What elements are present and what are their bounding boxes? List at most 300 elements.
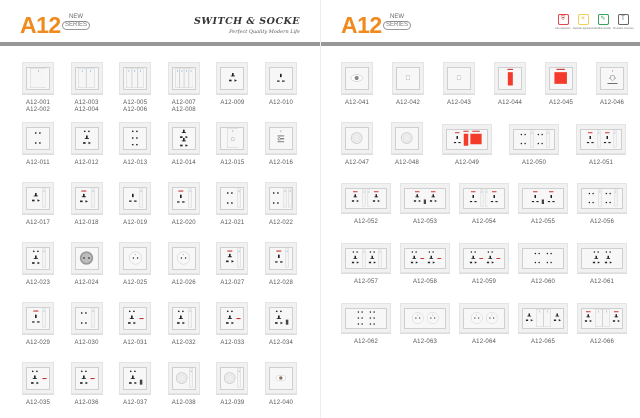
product-code [111, 160, 159, 167]
switch-plate [395, 127, 419, 150]
product-code [160, 280, 208, 287]
product-code-line: A12-064 [471, 339, 497, 345]
product-code-line: A12-032 [171, 340, 196, 346]
product-image [216, 122, 248, 154]
product-image [400, 183, 450, 213]
d4-module-icon [224, 188, 236, 208]
feature-badge [593, 14, 613, 30]
product-image [216, 302, 248, 334]
k1-module-icon [30, 68, 47, 88]
sw-module-icon [42, 248, 46, 268]
usb-module-icon [541, 189, 545, 207]
switch-plate [446, 129, 488, 150]
switch-plate [269, 187, 293, 210]
switch-plate [345, 67, 369, 90]
product-code-line: A12-019 [123, 220, 148, 226]
door-module-icon [275, 128, 287, 148]
sw-module-icon [188, 308, 192, 328]
pen-icon: ✎ [598, 14, 609, 25]
d4-module-icon [78, 308, 90, 328]
round-module-icon [426, 309, 440, 327]
product-image [459, 303, 509, 333]
u2-module-icon [350, 249, 361, 267]
product-code-line: A12-041 [344, 100, 370, 106]
brand-tagline: Perfect Quality Modern Life [229, 29, 300, 35]
sw-module-icon [283, 188, 287, 208]
switch-plate [269, 367, 293, 390]
product-code [111, 220, 159, 227]
product-code-line: A12-008 [171, 107, 196, 113]
product-code-line: A12-013 [123, 160, 148, 166]
product-code [501, 160, 567, 167]
nuk-module-icon [585, 130, 596, 148]
product-image [22, 242, 54, 274]
uni-module-icon [30, 188, 42, 208]
product-code-line: A12-063 [412, 339, 438, 345]
product-image [265, 182, 297, 214]
k2-module-icon [78, 68, 95, 88]
series-label: SERIES [383, 21, 411, 30]
neon-module-icon [236, 308, 241, 328]
round-module-icon [411, 309, 425, 327]
new-series-tag [62, 14, 90, 30]
sw-module-icon [188, 188, 192, 208]
uni-module-icon [227, 68, 239, 88]
product-code-line: A12-016 [268, 160, 294, 166]
product-image [577, 183, 627, 213]
d4-module-icon [532, 249, 543, 267]
product-code [333, 339, 399, 346]
product-image [119, 62, 151, 94]
product-code-line: A12-048 [394, 160, 420, 166]
switch-plate [345, 188, 387, 209]
product-image [443, 62, 475, 94]
nuni-module-icon [224, 248, 236, 268]
product-code [588, 100, 636, 107]
product-image [168, 62, 200, 94]
feature-label: Fire detection [555, 27, 571, 30]
product-code [257, 340, 305, 347]
product-code [160, 160, 208, 167]
switch-plate [172, 247, 196, 270]
product-image [545, 62, 577, 94]
product-code-line: A12-030 [74, 340, 99, 346]
k3-module-icon [126, 68, 144, 88]
product-image [265, 242, 297, 274]
switch-plate [123, 187, 147, 210]
sw-module-icon [598, 189, 602, 207]
product-code [510, 279, 576, 286]
product-code-line: A12-049 [454, 160, 480, 166]
switch-plate [123, 247, 147, 270]
product-code [14, 400, 62, 407]
d4-module-icon [603, 189, 614, 207]
product-image [391, 122, 423, 154]
round-module-icon [485, 309, 499, 327]
product-code-line: A12-029 [25, 340, 51, 346]
product-code [63, 400, 111, 407]
product-code [160, 220, 208, 227]
switch-plate [269, 307, 293, 330]
product-code-line: A12-027 [220, 280, 245, 286]
product-code-line: A12-022 [268, 220, 294, 226]
sw-module-icon [237, 248, 241, 268]
product-code-line: A12-034 [268, 340, 294, 346]
product-image [577, 303, 627, 333]
product-code [510, 339, 576, 346]
feature-label: Craftsmanship [594, 27, 612, 30]
hammer-icon: T [618, 14, 629, 25]
switch-plate [404, 188, 446, 209]
neon-module-icon [139, 308, 144, 328]
switch-plate [26, 127, 50, 150]
nuni-module-icon [611, 309, 622, 327]
product-image [459, 183, 509, 213]
product-code [63, 160, 111, 167]
product-image [341, 243, 391, 273]
k2-module-icon [536, 309, 551, 327]
product-code [257, 280, 305, 287]
product-image [22, 362, 54, 394]
product-code [111, 100, 159, 114]
sw-module-icon [237, 368, 241, 388]
product-image [71, 302, 103, 334]
series-label: SERIES [62, 21, 90, 30]
product-code-line: A12-009 [220, 100, 245, 106]
product-image [400, 303, 450, 333]
product-code [392, 219, 458, 226]
product-code-line: A12-031 [123, 340, 148, 346]
product-image [459, 243, 509, 273]
product-code [392, 339, 458, 346]
product-image [518, 183, 568, 213]
product-image [494, 62, 526, 94]
switch-plate [123, 67, 147, 90]
product-code [486, 100, 534, 107]
switch-plate [447, 67, 471, 90]
switch-plate [123, 307, 147, 330]
product-code-line: A12-062 [353, 339, 379, 345]
d4-module-icon [270, 188, 282, 208]
switch-plate [463, 188, 505, 209]
switch-plate [26, 367, 50, 390]
product-code-line: A12-057 [353, 279, 379, 285]
sw-module-icon [285, 248, 289, 268]
switch-plate [75, 187, 99, 210]
sparkle-icon: ✦ [578, 14, 589, 25]
uk-module-icon [127, 188, 139, 208]
d4-module-icon [535, 130, 546, 148]
product-code [208, 340, 256, 347]
neon-module-icon [437, 249, 442, 267]
product-code [63, 220, 111, 227]
product-code [257, 220, 305, 227]
uni-module-icon [524, 309, 535, 327]
product-code-line: A12-046 [599, 100, 625, 106]
red-module-icon [507, 68, 514, 88]
d6-module-icon [129, 128, 141, 148]
product-code [111, 340, 159, 347]
product-image [341, 122, 373, 154]
product-image [265, 302, 297, 334]
sw-module-icon [362, 189, 366, 207]
product-image [22, 182, 54, 214]
switch-plate [522, 248, 564, 269]
switch-plate [172, 67, 196, 90]
product-image [71, 362, 103, 394]
switch-plate [220, 67, 244, 90]
k2-module-icon [595, 309, 610, 327]
product-image [216, 242, 248, 274]
product-code-line: A12-018 [74, 220, 99, 226]
nuk-module-icon [175, 188, 187, 208]
switch-plate [220, 367, 244, 390]
product-code-line: A12-002 [25, 107, 51, 113]
series-logo: A12 [20, 12, 61, 38]
product-image [119, 302, 151, 334]
product-image [119, 122, 151, 154]
switch-plate [123, 367, 147, 390]
product-image [341, 183, 391, 213]
switch-plate [172, 307, 196, 330]
usb-module-icon [285, 308, 289, 328]
product-code [434, 160, 500, 167]
neon-module-icon [90, 368, 95, 388]
u2-module-icon [81, 128, 93, 148]
feature-label: Delicate appearance [573, 27, 596, 30]
switch-plate [172, 187, 196, 210]
dd-module-icon [178, 128, 190, 148]
product-code-line: A12-025 [123, 280, 148, 286]
nuk-module-icon [489, 189, 500, 207]
product-image [119, 242, 151, 274]
product-image [341, 62, 373, 94]
product-code-line: A12-020 [171, 220, 196, 226]
product-code [63, 280, 111, 287]
switch-plate [600, 67, 624, 90]
neon-module-icon [42, 368, 47, 388]
u2-module-icon [30, 248, 42, 268]
right-page [320, 0, 640, 418]
round-module-icon [470, 309, 484, 327]
redbig-module-icon [554, 68, 567, 88]
product-image [168, 242, 200, 274]
product-code [63, 340, 111, 347]
product-code-line: A12-036 [74, 400, 99, 406]
sw-module-icon [530, 130, 534, 148]
u2-module-icon [126, 308, 138, 328]
shield-icon: ⛨ [558, 14, 569, 25]
product-image [216, 62, 248, 94]
product-code [333, 219, 399, 226]
product-code-line: A12-039 [220, 400, 245, 406]
brand-title: SWITCH & SOCKE [194, 16, 300, 27]
product-image [341, 303, 391, 333]
u2-module-icon [591, 249, 602, 267]
redbig-module-icon [470, 130, 482, 148]
product-code [111, 400, 159, 407]
switch-plate [396, 67, 420, 90]
switch-plate [404, 308, 446, 329]
product-code [257, 160, 305, 167]
switch-plate [513, 129, 555, 150]
sw-module-icon [613, 130, 617, 148]
product-code-line: A12-006 [123, 107, 148, 113]
nuk-module-icon [546, 189, 557, 207]
product-image [71, 182, 103, 214]
nuk-module-icon [273, 248, 285, 268]
u2-module-icon [175, 308, 187, 328]
sw-module-icon [485, 189, 489, 207]
sw-module-icon [288, 188, 292, 208]
product-code-line: A12-003 [74, 100, 99, 106]
red-module-icon [463, 130, 469, 148]
feature-label: Precision structure [613, 27, 634, 30]
product-image [71, 242, 103, 274]
product-code-line: A12-050 [521, 160, 547, 166]
product-code-line: A12-010 [268, 100, 294, 106]
product-code-line: A12-053 [412, 219, 438, 225]
u2-module-icon [29, 368, 41, 388]
switch-plate [172, 127, 196, 150]
switch-plate [26, 307, 50, 330]
product-code [208, 100, 256, 107]
product-code-line: A12-038 [171, 400, 196, 406]
product-code-line: A12-005 [123, 100, 148, 106]
feature-badge [613, 14, 633, 30]
switch-plate [26, 247, 50, 270]
nuk-module-icon [530, 189, 541, 207]
product-image [577, 243, 627, 273]
product-image [442, 124, 492, 154]
sw-module-icon [42, 308, 46, 328]
product-code-line: A12-040 [268, 400, 294, 406]
switch-plate [345, 308, 387, 329]
product-code [384, 100, 432, 107]
product-image [168, 302, 200, 334]
switch-plate [172, 367, 196, 390]
product-code-line: A12-028 [268, 280, 294, 286]
new-series-tag [383, 14, 411, 30]
sw-module-icon [189, 368, 193, 388]
product-code [111, 280, 159, 287]
product-code-line: A12-051 [588, 160, 614, 166]
product-code-line: A12-047 [344, 160, 370, 166]
product-code-line: A12-054 [471, 219, 497, 225]
u2-module-icon [273, 308, 285, 328]
product-image [119, 182, 151, 214]
product-code-line: A12-045 [548, 100, 574, 106]
product-image [71, 122, 103, 154]
switch-plate [220, 307, 244, 330]
round-module-icon [176, 248, 191, 268]
product-code-line: A12-014 [171, 160, 196, 166]
product-image [119, 362, 151, 394]
switch-plate [75, 67, 99, 90]
product-code-line: A12-001 [25, 100, 51, 106]
product-code-line: A12-017 [25, 220, 51, 226]
tv-module-icon [350, 68, 363, 88]
nuni-module-icon [350, 189, 361, 207]
product-code [333, 100, 381, 107]
uk-module-icon [275, 68, 287, 88]
product-code [160, 100, 208, 114]
product-image [168, 362, 200, 394]
dial-module-icon [223, 368, 236, 388]
product-image [392, 62, 424, 94]
d4-module-icon [586, 189, 597, 207]
u2-module-icon [485, 249, 496, 267]
u2-module-icon [603, 249, 614, 267]
product-code-line: A12-056 [589, 219, 615, 225]
product-image [400, 243, 450, 273]
switch-plate [522, 188, 564, 209]
feature-badge [553, 14, 573, 30]
product-code-line: A12-058 [412, 279, 438, 285]
d6-module-icon [355, 309, 366, 327]
sw-module-icon [91, 308, 95, 328]
product-code [333, 279, 399, 286]
product-image [518, 243, 568, 273]
product-image [22, 62, 54, 94]
product-code-line: A12-035 [25, 400, 51, 406]
usb-module-icon [139, 368, 143, 388]
switch-plate [345, 127, 369, 150]
u2-module-icon [224, 308, 236, 328]
product-code-line: A12-061 [589, 279, 615, 285]
product-code-line: A12-024 [74, 280, 99, 286]
switch-plate [345, 248, 387, 269]
product-image [71, 62, 103, 94]
rj-module-icon [402, 68, 414, 88]
switch-plate [580, 129, 622, 150]
switch-plate [220, 187, 244, 210]
product-code-line: A12-015 [220, 160, 245, 166]
product-code-line: A12-042 [395, 100, 421, 106]
sw-module-icon [362, 249, 366, 267]
sw-module-icon [91, 188, 95, 208]
round-module-icon [128, 248, 143, 268]
product-code [451, 339, 517, 346]
header-divider [0, 42, 320, 46]
header-divider [321, 42, 640, 46]
product-code [14, 340, 62, 347]
product-image [216, 182, 248, 214]
bell-module-icon [227, 128, 239, 148]
product-code [160, 400, 208, 407]
product-code-line: A12-023 [25, 280, 51, 286]
product-code [333, 160, 381, 167]
d4-module-icon [32, 128, 44, 148]
sw-module-icon [42, 188, 46, 208]
feature-badge [573, 14, 596, 30]
switch-plate [75, 127, 99, 150]
product-image [265, 62, 297, 94]
product-code-line: A12-066 [589, 339, 615, 345]
nuk-module-icon [602, 130, 613, 148]
brand-block [194, 16, 300, 35]
switch-plate [404, 248, 446, 269]
dial-module-icon [175, 368, 188, 388]
sw-module-icon [378, 249, 382, 267]
switch-plate [26, 67, 50, 90]
sw-module-icon [546, 130, 550, 148]
product-code [208, 280, 256, 287]
switch-plate [75, 367, 99, 390]
dial-module-icon [400, 128, 413, 148]
switch-plate [269, 247, 293, 270]
product-code [208, 220, 256, 227]
